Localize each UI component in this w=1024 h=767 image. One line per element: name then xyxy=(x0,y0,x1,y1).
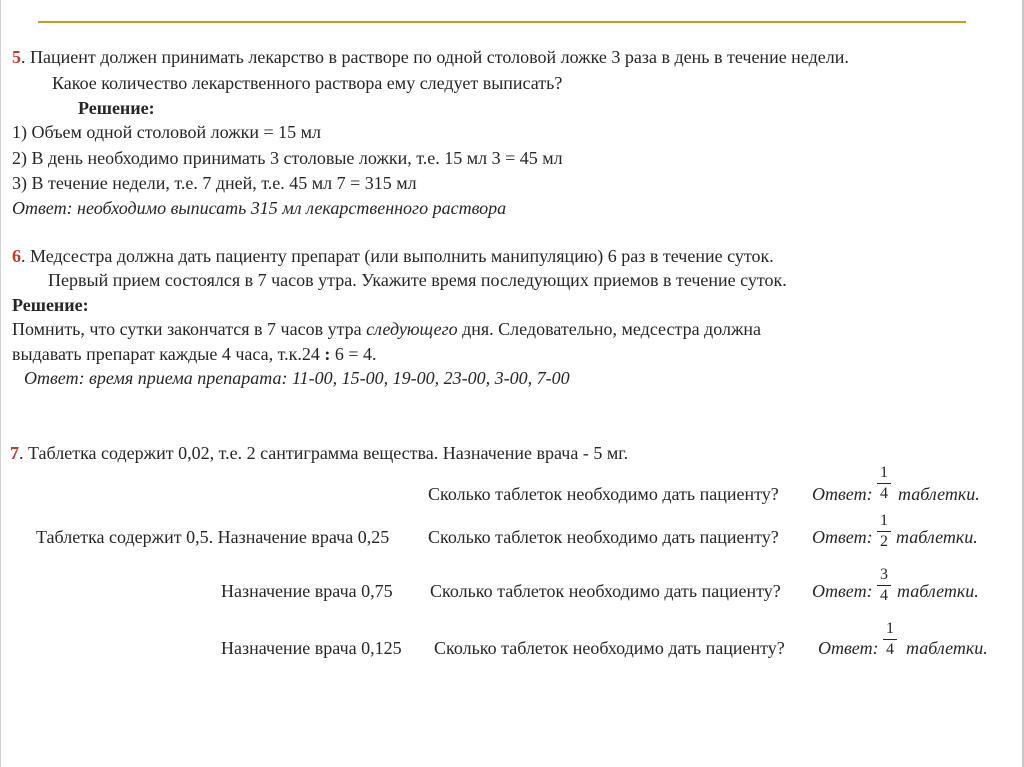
task7-row3-answer-label: Ответ: xyxy=(812,581,873,601)
fraction-bar xyxy=(877,531,891,532)
task7-row3-left: Назначение врача 0,75 xyxy=(221,581,393,601)
task7-row4-left: Назначение врача 0,125 xyxy=(221,638,402,658)
task7-number: 7 xyxy=(10,443,19,463)
task7-row2-answer-label: Ответ: xyxy=(812,527,873,547)
task6-text1-emphasis: следующего xyxy=(366,319,458,339)
fraction-numerator: 1 xyxy=(880,512,888,529)
fraction-bar xyxy=(877,585,891,586)
task5-answer: Ответ: необходимо выписать 315 мл лекарственного раствора xyxy=(12,198,507,218)
fraction-numerator: 1 xyxy=(886,620,894,637)
fraction-bar xyxy=(877,483,891,484)
task7-intro xyxy=(10,442,628,464)
fraction-bar xyxy=(883,639,897,640)
fraction-denominator: 4 xyxy=(880,587,888,604)
task6-text2-a: выдавать препарат каждые 4 часа, т.к.24 xyxy=(12,344,325,364)
task6-text1: . Медсестра должна дать пациенту препарат (или выполнить манипуляцию) 6 раз в течение суток. xyxy=(21,246,774,266)
task6-solution-label: Решение: xyxy=(12,295,89,315)
task5-step3: 3) В течение недели, т.е. 7 дней, т.е. 45 мл 7 = 315 мл xyxy=(12,173,417,193)
slide-left-border xyxy=(0,0,1,767)
top-accent-rule xyxy=(38,21,966,23)
task7-row3-fraction xyxy=(877,566,891,605)
task6-text2-b: 6 = 4. xyxy=(330,344,377,364)
task7-row2-question: Сколько таблеток необходимо дать пациенту? xyxy=(428,527,779,547)
task7-row4-answer-label: Ответ: xyxy=(818,638,879,658)
task5-step1: 1) Объем одной столовой ложки = 15 мл xyxy=(12,122,322,142)
fraction-denominator: 2 xyxy=(880,533,888,550)
task7-row2-unit: таблетки. xyxy=(896,527,978,547)
task6-line1 xyxy=(12,245,774,267)
task6-line2: Первый прием состоялся в 7 часов утра. Укажите время последующих приемов в течение суток. xyxy=(48,270,787,290)
task5-step2: 2) В день необходимо принимать 3 столовые ложки, т.е. 15 мл 3 = 45 мл xyxy=(12,148,563,168)
task5-line1 xyxy=(12,46,849,68)
task5-number: 5 xyxy=(12,47,21,67)
fraction-denominator: 4 xyxy=(886,641,894,658)
task7-row1-answer-label: Ответ: xyxy=(812,484,873,504)
task6-text2-line xyxy=(12,343,377,365)
task5-text1: . Пациент должен принимать лекарство в растворе по одной столовой ложке 3 раза в день в течение недели. xyxy=(21,47,849,67)
task6-division-sign: : xyxy=(324,344,331,364)
task7-row4-question: Сколько таблеток необходимо дать пациенту? xyxy=(434,638,785,658)
task7-row3-unit: таблетки. xyxy=(897,581,979,601)
task7-row2-left: Таблетка содержит 0,5. Назначение врача 0,25 xyxy=(36,527,390,547)
task7-row4-unit: таблетки. xyxy=(906,638,988,658)
task6-answer: Ответ: время приема препарата: 11-00, 15-00, 19-00, 23-00, 3-00, 7-00 xyxy=(24,368,570,388)
task6-text1-a: Помнить, что сутки закончатся в 7 часов утра xyxy=(12,319,367,339)
task6-text1-line xyxy=(12,318,761,340)
task6-text1-b: дня. Следовательно, медсестра должна xyxy=(457,319,762,339)
fraction-numerator: 1 xyxy=(880,464,888,481)
task5-line2: Какое количество лекарственного раствора ему следует выписать? xyxy=(52,73,563,93)
task7-intro-text: . Таблетка содержит 0,02, т.е. 2 сантиграмма вещества. Назначение врача - 5 мг. xyxy=(19,443,629,463)
task7-row1-question: Сколько таблеток необходимо дать пациенту? xyxy=(428,484,779,504)
fraction-numerator: 3 xyxy=(880,566,888,583)
task6-number: 6 xyxy=(12,246,21,266)
task7-row3-question: Сколько таблеток необходимо дать пациенту? xyxy=(430,581,781,601)
task5-solution-label: Решение: xyxy=(78,98,155,118)
task7-row4-fraction xyxy=(883,620,897,659)
task7-row1-unit: таблетки. xyxy=(898,484,980,504)
fraction-denominator: 4 xyxy=(880,485,888,502)
task7-row2-fraction xyxy=(877,512,891,551)
task7-row1-fraction xyxy=(877,464,891,503)
